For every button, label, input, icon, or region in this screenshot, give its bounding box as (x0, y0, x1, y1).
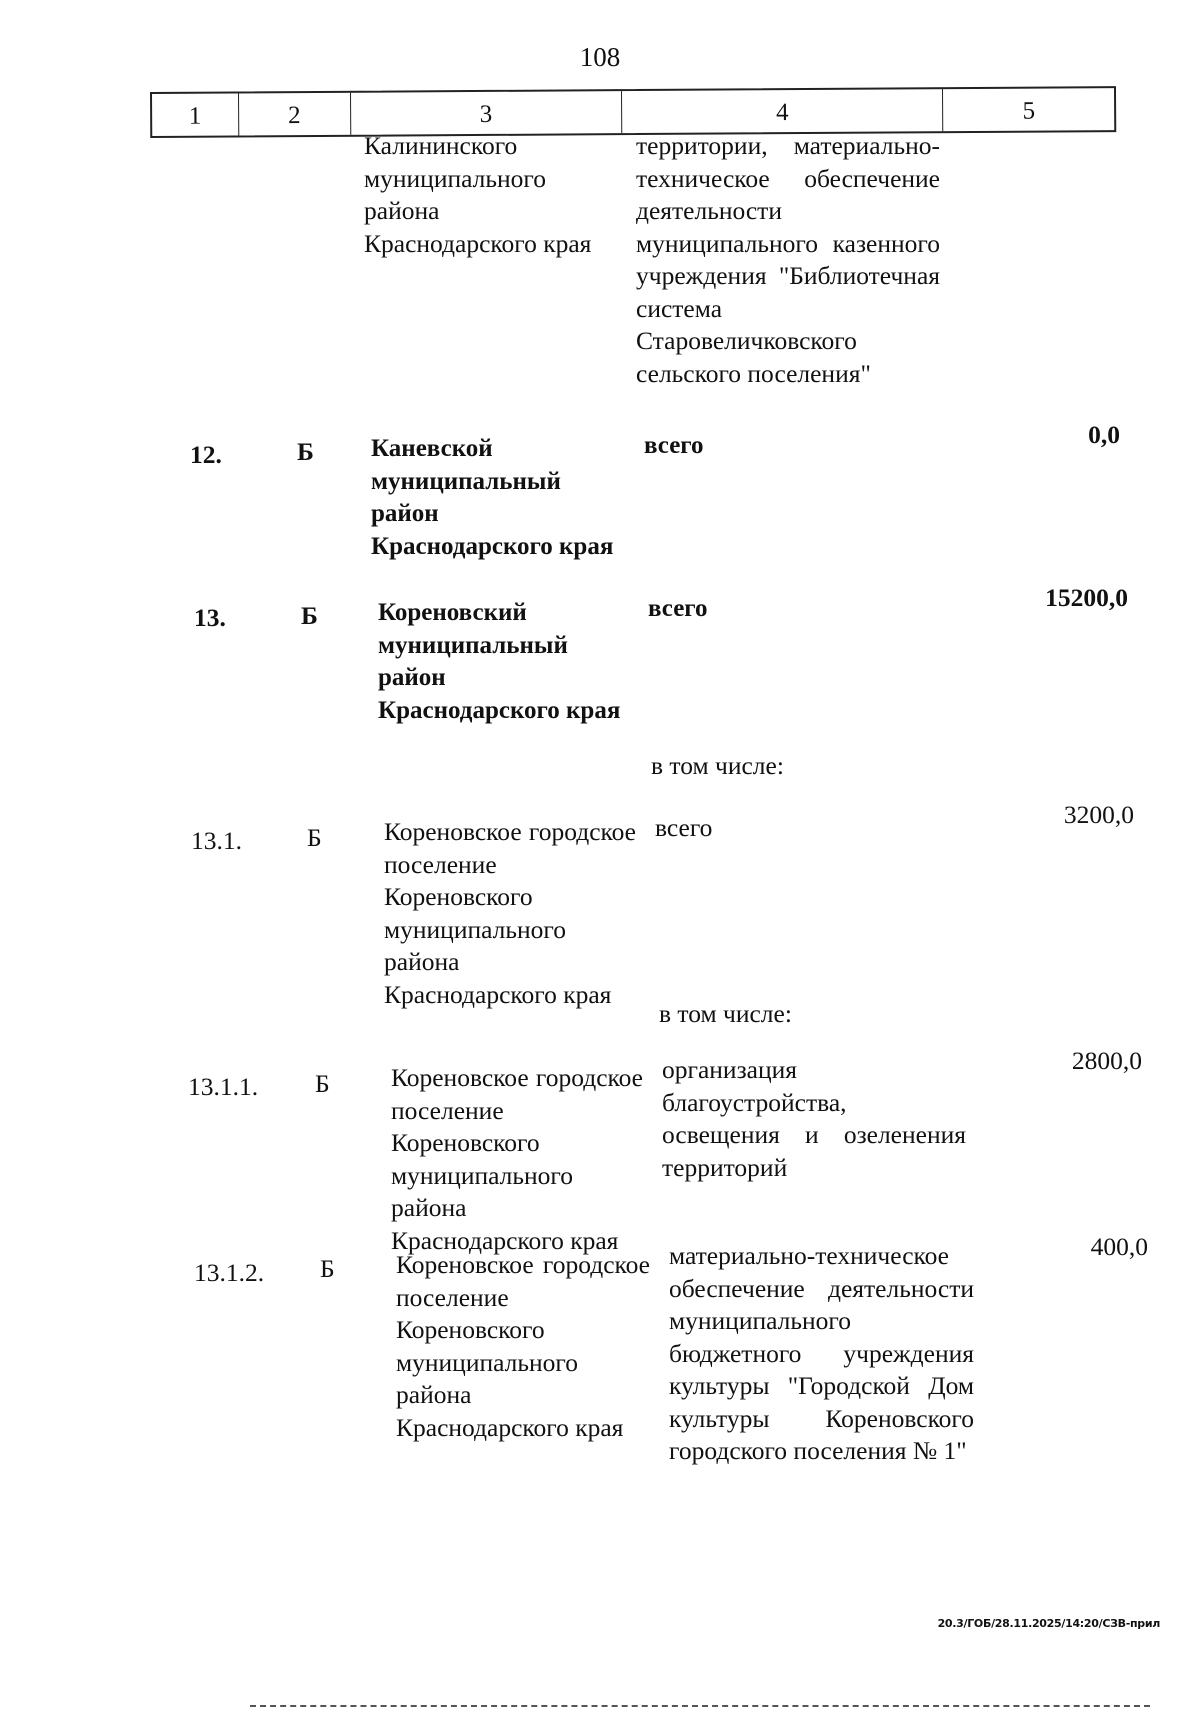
row-number: 13.1.1. (188, 1072, 259, 1101)
header-col-1: 1 (152, 93, 239, 136)
row-municipality: Каневской муниципальный район Краснодарского края (371, 435, 614, 560)
row-purpose: всего (648, 595, 708, 622)
row-municipality: Кореновский муниципальный район Краснодарского края (378, 599, 621, 724)
row-amount: 3200,0 (1063, 800, 1134, 829)
row-code: Б (301, 601, 318, 630)
continuation-municipality: Калининского муниципального района Краснодарского края (364, 131, 592, 258)
row-municipality: Кореновское городское поселение Кореновского муниципального района Краснодарского края (384, 817, 636, 1009)
row-code: Б (315, 1069, 330, 1098)
row-number: 12. (190, 440, 222, 469)
header-col-2: 2 (239, 93, 351, 136)
row-amount: 15200,0 (1045, 583, 1128, 612)
row-amount: 2800,0 (1071, 1046, 1142, 1075)
header-col-5: 5 (1022, 97, 1036, 125)
header-col-4: 4 (622, 89, 944, 133)
bottom-divider (250, 1705, 1150, 1707)
in-total-label: в том числе: (651, 751, 784, 780)
row-purpose: всего (644, 432, 704, 459)
row-code: Б (297, 437, 314, 466)
continuation-purpose: территории, материально-техническое обеспечение деятельности муниципального казенного учреждения "Библиотечная система Старовеличковского сельского поселения" (636, 131, 940, 388)
row-number: 13. (194, 603, 226, 632)
row-purpose: всего (655, 813, 713, 842)
row-municipality: Кореновское городское поселение Кореновского муниципального района Краснодарского края (391, 1063, 643, 1255)
row-purpose: материально-техническое обеспечение деятельности муниципального бюджетного учреждения культуры "Городской Дом культуры Кореновского городского поселения № 1" (669, 1241, 974, 1465)
page-number: 108 (579, 42, 621, 72)
row-code: Б (320, 1254, 335, 1283)
table-header (150, 86, 1116, 138)
document-reference: 20.3/ГОБ/28.11.2025/14:20/СЗВ-прил (937, 1617, 1160, 1630)
in-total-label: в том числе: (659, 999, 792, 1028)
row-amount: 0,0 (1088, 420, 1120, 449)
row-code: Б (307, 823, 322, 852)
row-municipality: Кореновское городское поселение Кореновского муниципального района Краснодарского края (396, 1250, 650, 1442)
header-col-3: 3 (351, 91, 623, 135)
row-number: 13.1. (191, 826, 242, 855)
row-purpose: организация благоустройства, освещения и озеленения территорий (662, 1055, 966, 1182)
row-amount: 400,0 (1090, 1232, 1148, 1261)
row-number: 13.1.2. (194, 1258, 265, 1287)
